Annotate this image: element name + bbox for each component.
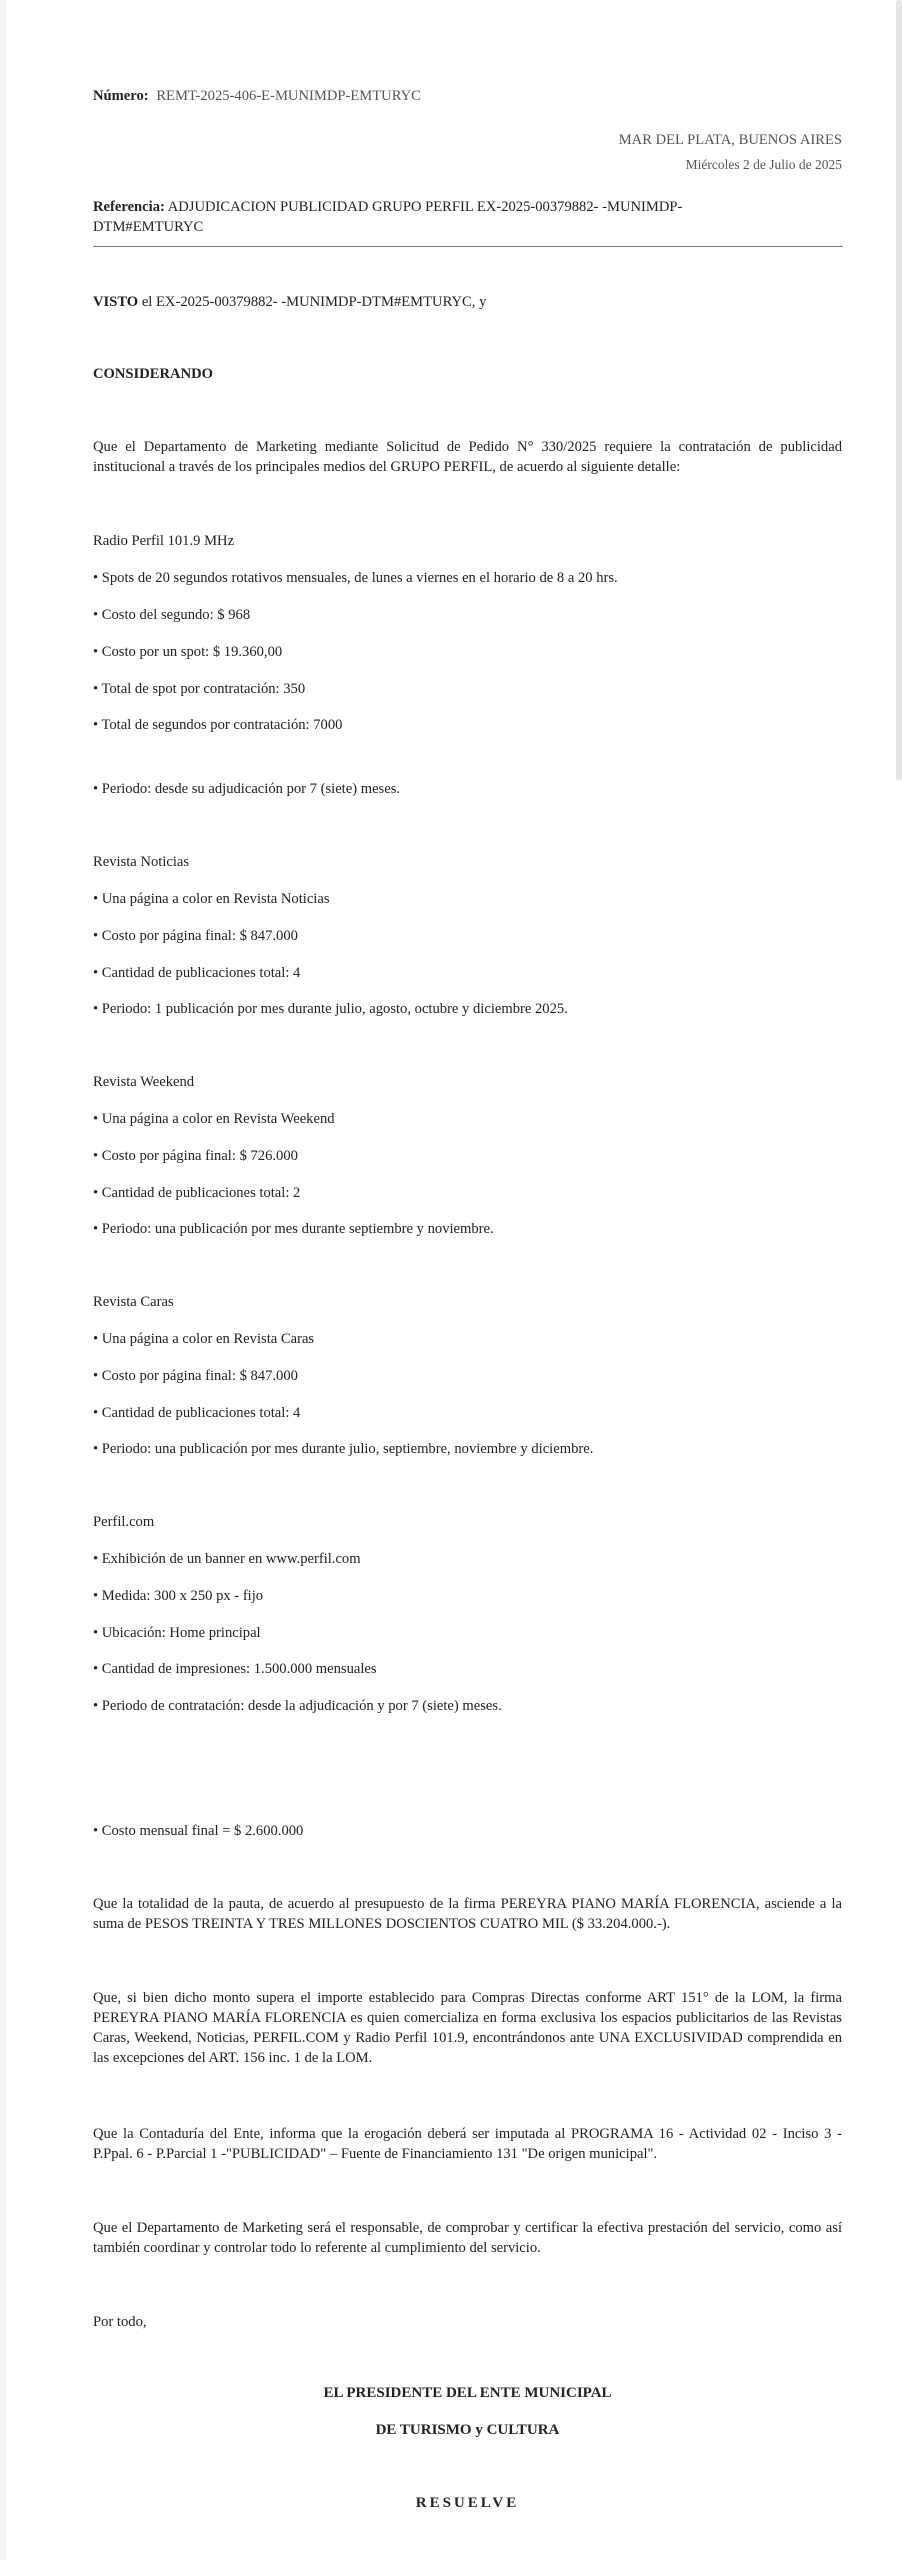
radio-title: Radio Perfil 101.9 MHz <box>93 533 235 549</box>
noticias-item: • Una página a color en Revista Noticias <box>93 891 330 907</box>
scrollbar-thumb[interactable] <box>896 0 902 780</box>
considerando-heading: CONSIDERANDO <box>93 366 214 382</box>
radio-item: • Costo por un spot: $ 19.360,00 <box>93 644 283 660</box>
caras-item: • Costo por página final: $ 847.000 <box>93 1368 298 1384</box>
date: Miércoles 2 de Julio de 2025 <box>685 157 842 172</box>
perfilcom-item: • Cantidad de impresiones: 1.500.000 mensuales <box>93 1661 377 1677</box>
marketing-paragraph: Que el Departamento de Marketing será el responsable, de comprobar y certificar la efectiva prestación del servicio, como así también coordinar y controlar todo lo referente al cumplimiento del servicio. <box>93 2220 842 2256</box>
por-todo: Por todo, <box>93 2314 147 2330</box>
totalidad-paragraph: Que la totalidad de la pauta, de acuerdo al presupuesto de la firma PEREYRA PIANO MARÍA FLORENCIA, asciende a la suma de PESOS TREINTA Y TRES MILLONES DOSCIENTOS CUATRO MIL ($ 33.204.000.-). <box>93 1896 842 1932</box>
radio-item: • Spots de 20 segundos rotativos mensuales, de lunes a viernes en el horario de 8 a 20 hrs. <box>93 570 618 586</box>
visto-label: VISTO <box>93 294 139 310</box>
visto-text: el EX-2025-00379882- -MUNIMDP-DTM#EMTURYC, y <box>141 294 487 310</box>
radio-item: • Total de spot por contratación: 350 <box>93 681 306 697</box>
contaduria-paragraph: Que la Contaduría del Ente, informa que la erogación deberá ser imputada al PROGRAMA 16 - Actividad 02 - Inciso 3 - P.Ppal. 6 - P.Parcial 1 -"PUBLICIDAD" – Fuente de Financiamiento 131 "De origen municipal". <box>93 2126 842 2162</box>
weekend-item: • Una página a color en Revista Weekend <box>93 1111 335 1127</box>
referencia-line2: DTM#EMTURYC <box>93 219 204 235</box>
noticias-item: • Costo por página final: $ 847.000 <box>93 928 298 944</box>
caras-title: Revista Caras <box>93 1294 174 1310</box>
noticias-title: Revista Noticias <box>93 854 190 870</box>
intro-paragraph: Que el Departamento de Marketing mediante Solicitud de Pedido N° 330/2025 requiere la contratación de publicidad institucional a través de los principales medios del GRUPO PERFIL, de acuerdo al siguiente detalle: <box>93 439 842 475</box>
weekend-title: Revista Weekend <box>93 1074 195 1090</box>
referencia-line <box>93 197 842 217</box>
numero-value: REMT-2025-406-E-MUNIMDP-EMTURYC <box>156 88 421 104</box>
perfilcom-item: • Ubicación: Home principal <box>93 1625 261 1641</box>
visto-line <box>93 292 842 312</box>
referencia-label: Referencia: <box>93 199 165 215</box>
weekend-item: • Cantidad de publicaciones total: 2 <box>93 1185 301 1201</box>
exclusividad-paragraph: Que, si bien dicho monto supera el importe establecido para Compras Directas conforme ART 151° de la LOM, la firma PEREYRA PIANO MARÍA FLORENCIA es quien comercializa en forma exclusiva los espacios publicitarios de las Revistas Caras, Weekend, Noticias, PERFIL.COM y Radio Perfil 101.9, encontrándonos ante UNA EXCLUSIVIDAD comprendida en las excepciones del ART. 156 inc. 1 de la LOM. <box>93 1990 842 2066</box>
closing-title-1: EL PRESIDENTE DEL ENTE MUNICIPAL <box>323 2385 612 2401</box>
caras-item: • Una página a color en Revista Caras <box>93 1331 315 1347</box>
weekend-item: • Periodo: una publicación por mes durante septiembre y noviembre. <box>93 1221 494 1237</box>
numero-line <box>93 86 842 106</box>
caras-item: • Periodo: una publicación por mes durante julio, septiembre, noviembre y diciembre. <box>93 1441 594 1457</box>
weekend-item: • Costo por página final: $ 726.000 <box>93 1148 298 1164</box>
perfilcom-costo: • Costo mensual final = $ 2.600.000 <box>93 1823 304 1839</box>
perfilcom-item: • Exhibición de un banner en www.perfil.com <box>93 1551 361 1567</box>
referencia-text: ADJUDICACION PUBLICIDAD GRUPO PERFIL EX-2025-00379882- -MUNIMDP- <box>167 199 683 215</box>
noticias-item: • Periodo: 1 publicación por mes durante julio, agosto, octubre y diciembre 2025. <box>93 1001 568 1017</box>
radio-item: • Total de segundos por contratación: 7000 <box>93 717 343 733</box>
perfilcom-item: • Periodo de contratación: desde la adjudicación y por 7 (siete) meses. <box>93 1698 502 1714</box>
closing-title-2: DE TURISMO y CULTURA <box>375 2422 560 2438</box>
numero-label: Número: <box>93 88 149 104</box>
noticias-item: • Cantidad de publicaciones total: 4 <box>93 965 301 981</box>
perfilcom-item: • Medida: 300 x 250 px - fijo <box>93 1588 264 1604</box>
resuelve-heading: RESUELVE <box>415 2495 520 2511</box>
location: MAR DEL PLATA, BUENOS AIRES <box>618 132 842 148</box>
radio-item: • Costo del segundo: $ 968 <box>93 607 251 623</box>
caras-item: • Cantidad de publicaciones total: 4 <box>93 1405 301 1421</box>
radio-periodo: • Periodo: desde su adjudicación por 7 (siete) meses. <box>93 781 401 797</box>
header-divider <box>93 246 843 247</box>
page-left-edge <box>0 0 6 2560</box>
perfilcom-title: Perfil.com <box>93 1514 155 1530</box>
